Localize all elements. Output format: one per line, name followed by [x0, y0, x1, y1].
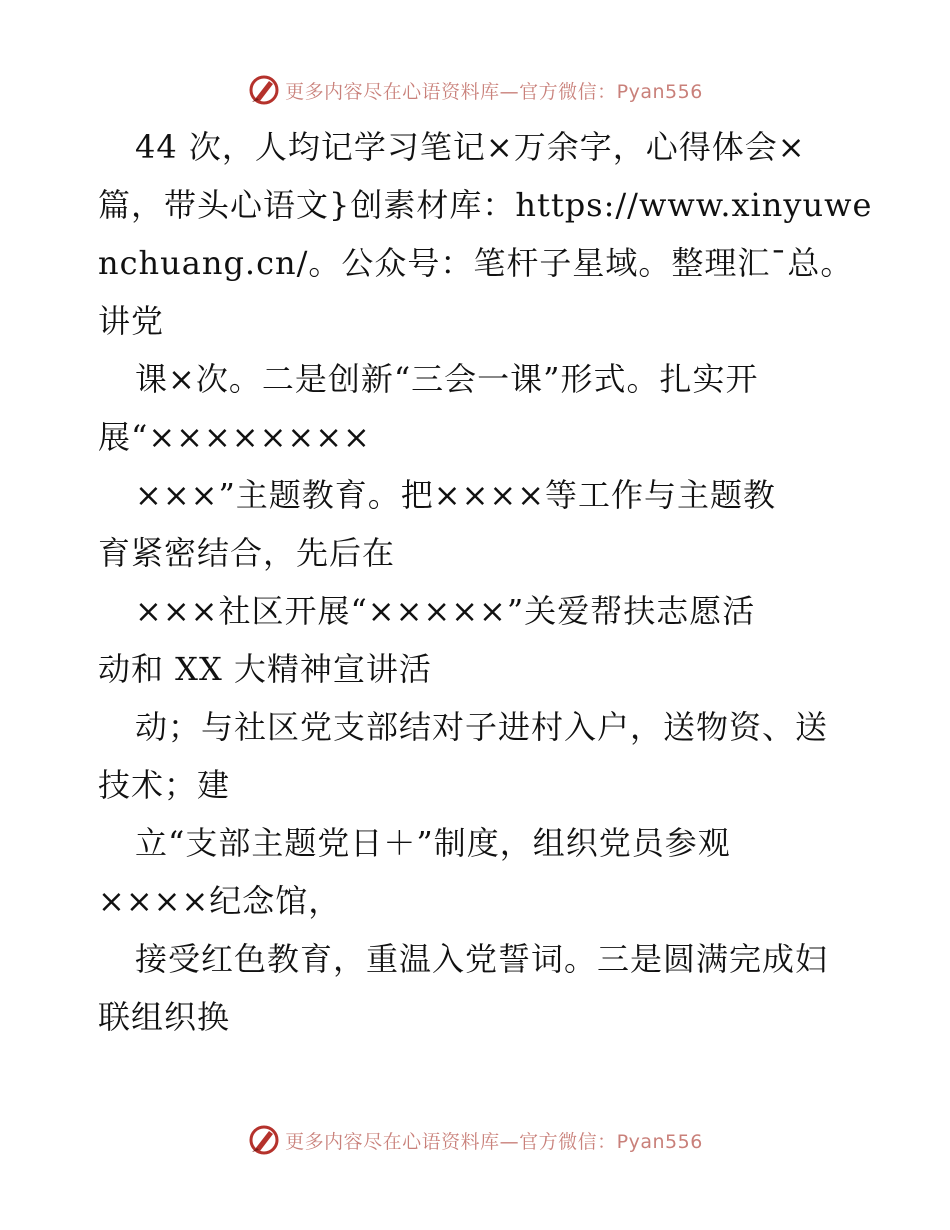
document-body — [98, 118, 873, 1046]
text-line: 篇，带头心语文}创素材库：https://www.xinyuwe — [98, 186, 873, 224]
text-line: ××××纪念馆， — [98, 882, 342, 920]
pen-logo-icon — [247, 73, 281, 107]
text-line: 联组织换 — [98, 998, 231, 1036]
header-banner-text: 更多内容尽在心语资料库—官方微信：Pyan556 — [285, 80, 703, 103]
pen-logo-icon — [247, 1123, 281, 1157]
footer-banner — [0, 1120, 950, 1160]
text-line: 课×次。二是创新“三会一课”形式。扎实开 — [135, 360, 759, 398]
text-line: 44 次，人均记学习笔记×万余字，心得体会× — [135, 128, 806, 166]
text-line: 展“×××××××× — [98, 418, 371, 456]
text-line: ×××社区开展“×××××”关爱帮扶志愿活 — [135, 592, 756, 630]
text-line: ×××”主题教育。把××××等工作与主题教 — [135, 476, 777, 514]
text-line: 动；与社区党支部结对子进村入户，送物资、送 — [135, 708, 829, 746]
text-line: 讲党 — [98, 302, 165, 340]
text-line: nchuang.cn/。公众号：笔杆子星域。整理汇¯总。 — [98, 244, 854, 282]
text-line: 立“支部主题党日＋”制度，组织党员参观 — [135, 824, 731, 862]
text-line: 技术；建 — [98, 766, 231, 804]
text-line: 接受红色教育，重温入党誓词。三是圆满完成妇 — [135, 940, 829, 978]
text-line: 动和 XX 大精神宣讲活 — [98, 650, 432, 688]
text-line: 育紧密结合，先后在 — [98, 534, 396, 572]
header-banner — [0, 70, 950, 110]
footer-banner-text: 更多内容尽在心语资料库—官方微信：Pyan556 — [285, 1130, 703, 1153]
